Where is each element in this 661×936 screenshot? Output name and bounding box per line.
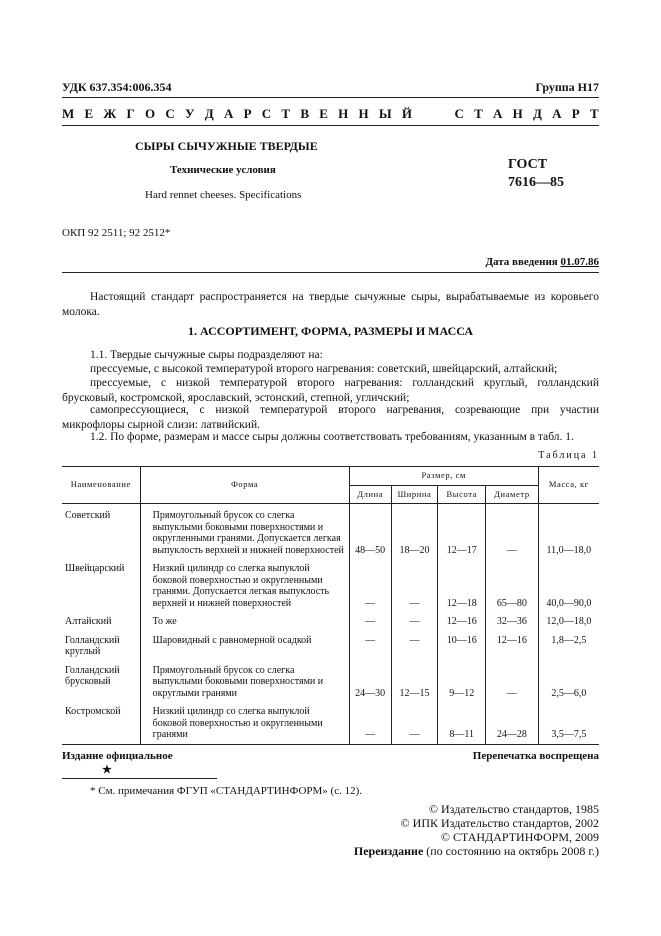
- row-form: Шаровидный с равномерной осадкой: [140, 629, 349, 659]
- cheese-dimensions-table: [62, 466, 599, 745]
- col-header-diameter: Диаметр: [486, 486, 539, 504]
- row-width: —: [391, 629, 438, 659]
- banner-l-10: С: [261, 106, 272, 121]
- footnote: * См. примечания ФГУП «СТАНДАРТИНФОРМ» (с. 12).: [90, 785, 362, 797]
- banner-l-14: Н: [338, 106, 349, 121]
- row-length: —: [349, 629, 391, 659]
- table-row: [62, 504, 599, 558]
- intro-date: [485, 256, 599, 268]
- date-rule: [62, 272, 599, 273]
- header-rule-top: [62, 97, 599, 98]
- gost-number: 7616—85: [508, 175, 564, 190]
- row-height: 12—18: [438, 557, 486, 610]
- banner-r-7: Т: [589, 106, 599, 121]
- section-1-p1: 1.1. Твердые сычужные сыры подразделяют на:: [90, 349, 323, 361]
- row-diameter: 24—28: [486, 700, 539, 744]
- banner-l-15: Н: [358, 106, 369, 121]
- banner-r-6: Р: [571, 106, 580, 121]
- row-diameter: 12—16: [486, 629, 539, 659]
- table-caption: Таблица 1: [538, 450, 599, 461]
- document-subtitle: Технические условия: [170, 164, 276, 176]
- english-title: Hard rennet cheeses. Specifications: [145, 189, 302, 201]
- row-diameter: —: [486, 504, 539, 558]
- row-mass: 3,5—7,5: [538, 700, 599, 744]
- udk-code: УДК 637.354:006.354: [62, 80, 172, 94]
- section-1-p3: прессуемые, с низкой температурой второго нагревания: голландский круглый, голландский брусковый, костромской, ярославский, эстонский, степной, угличский;: [62, 377, 599, 404]
- reissue-line: [354, 844, 599, 859]
- table-row: [62, 610, 599, 629]
- row-width: 12—15: [391, 659, 438, 701]
- col-header-form: Форма: [140, 467, 349, 504]
- table-row: [62, 700, 599, 744]
- row-form: Низкий цилиндр со слегка выпуклой боковой поверхностью и округленными гранями. Допускается легкая выпуклость верхней и нижней поверхностей: [140, 557, 349, 610]
- row-height: 12—16: [438, 610, 486, 629]
- row-length: 48—50: [349, 504, 391, 558]
- banner-l-16: Ы: [378, 106, 392, 121]
- banner-l-4: О: [145, 106, 156, 121]
- col-header-mass: Масса, кг: [538, 467, 599, 504]
- copyright-1: © Издательство стандартов, 1985: [428, 802, 599, 816]
- header-rule-bottom: [62, 125, 599, 126]
- intro-date-label: Дата введения: [485, 256, 558, 268]
- row-mass: 1,8—2,5: [538, 629, 599, 659]
- section-1-heading: 1. АССОРТИМЕНТ, ФОРМА, РАЗМЕРЫ И МАССА: [188, 324, 473, 338]
- banner-r-1: Т: [474, 106, 483, 121]
- banner-l-0: М: [62, 106, 75, 121]
- banner-l-5: С: [165, 106, 175, 121]
- row-form: Прямоугольный брусок со слегка выпуклыми боковыми поверхностями и округлыми гранями: [140, 659, 349, 701]
- row-name: Алтайский: [65, 616, 112, 627]
- table-row: [62, 629, 599, 659]
- banner-l-8: А: [223, 106, 234, 121]
- row-name: Голландский круглый: [65, 634, 120, 657]
- row-diameter: 65—80: [486, 557, 539, 610]
- row-length: —: [349, 700, 391, 744]
- group-code: Группа Н17: [535, 80, 599, 94]
- row-height: 8—11: [438, 700, 486, 744]
- row-name: Голландский брусковый: [65, 664, 120, 687]
- document-title: СЫРЫ СЫЧУЖНЫЕ ТВЕРДЫЕ: [135, 139, 318, 153]
- footnote-rule: [62, 778, 217, 779]
- intro-date-value: 01.07.86: [560, 256, 599, 268]
- banner-l-9: Р: [243, 106, 252, 121]
- banner-l-3: Г: [126, 106, 135, 121]
- standard-banner: [62, 106, 599, 122]
- row-width: —: [391, 700, 438, 744]
- row-width: —: [391, 557, 438, 610]
- col-header-width: Ширина: [391, 486, 438, 504]
- banner-r-3: Н: [512, 106, 523, 121]
- row-form: Низкий цилиндр со слегка выпуклой боковой поверхностью и округленными гранями: [140, 700, 349, 744]
- banner-r-0: С: [454, 106, 464, 121]
- row-name: Костромской: [65, 706, 121, 717]
- reprint-notice: Перепечатка воспрещена: [472, 750, 599, 762]
- col-header-name: Наименование: [62, 467, 140, 504]
- banner-l-13: Е: [319, 106, 328, 121]
- star-mark: ★: [102, 764, 112, 776]
- col-header-height: Высота: [438, 486, 486, 504]
- table-row: [62, 557, 599, 610]
- row-height: 10—16: [438, 629, 486, 659]
- copyright-2: © ИПК Издательство стандартов, 2002: [400, 816, 599, 830]
- row-length: —: [349, 557, 391, 610]
- section-1-p5: 1.2. По форме, размерам и массе сыры должны соответствовать требованиям, указанным в табл. 1.: [90, 431, 574, 443]
- banner-l-11: Т: [281, 106, 291, 121]
- row-height: 9—12: [438, 659, 486, 701]
- row-length: —: [349, 610, 391, 629]
- banner-l-6: У: [185, 106, 195, 121]
- banner-l-1: Е: [84, 106, 94, 121]
- banner-r-4: Д: [532, 106, 542, 121]
- row-mass: 40,0—90,0: [538, 557, 599, 610]
- official-edition: Издание официальное: [62, 750, 173, 762]
- row-mass: 12,0—18,0: [538, 610, 599, 629]
- section-1-p4: самопрессующиеся, с низкой температурой второго нагревания, созревающие при участии микрофлоры сырной слизи: латвийский.: [62, 404, 599, 431]
- copyright-3: © СТАНДАРТИНФОРМ, 2009: [440, 830, 599, 844]
- col-header-size: Размер, см: [349, 467, 538, 486]
- section-1-p2: прессуемые, с высокой температурой второго нагревания: советский, швейцарский, алтайский;: [90, 363, 558, 375]
- row-diameter: —: [486, 659, 539, 701]
- reissue-label: Переиздание: [353, 844, 424, 858]
- row-height: 12—17: [438, 504, 486, 558]
- row-name: Советский: [65, 510, 111, 521]
- row-mass: 11,0—18,0: [538, 504, 599, 558]
- row-mass: 2,5—6,0: [538, 659, 599, 701]
- banner-l-7: Д: [204, 106, 214, 121]
- banner-l-17: Й: [401, 106, 412, 121]
- row-form: Прямоугольный брусок со слегка выпуклыми боковыми поверхностями и округленными гранями. Допускается легкая выпуклость верхней и нижней поверхностей: [140, 504, 349, 558]
- gost-label: ГОСТ: [508, 157, 548, 172]
- table-row: [62, 659, 599, 701]
- banner-r-5: А: [552, 106, 562, 121]
- col-header-length: Длина: [349, 486, 391, 504]
- banner-r-2: А: [492, 106, 503, 121]
- row-diameter: 32—36: [486, 610, 539, 629]
- row-width: —: [391, 610, 438, 629]
- banner-l-12: В: [300, 106, 309, 121]
- banner-l-2: Ж: [103, 106, 117, 121]
- row-form: То же: [140, 610, 349, 629]
- okp-code: ОКП 92 2511; 92 2512*: [62, 227, 171, 239]
- row-name: Швейцарский: [65, 563, 125, 574]
- intro-paragraph: Настоящий стандарт распространяется на твердые сычужные сыры, вырабатываемые из коровьего молока.: [62, 291, 599, 318]
- reissue-detail: (по состоянию на октябрь 2008 г.): [423, 844, 599, 858]
- row-length: 24—30: [349, 659, 391, 701]
- row-width: 18—20: [391, 504, 438, 558]
